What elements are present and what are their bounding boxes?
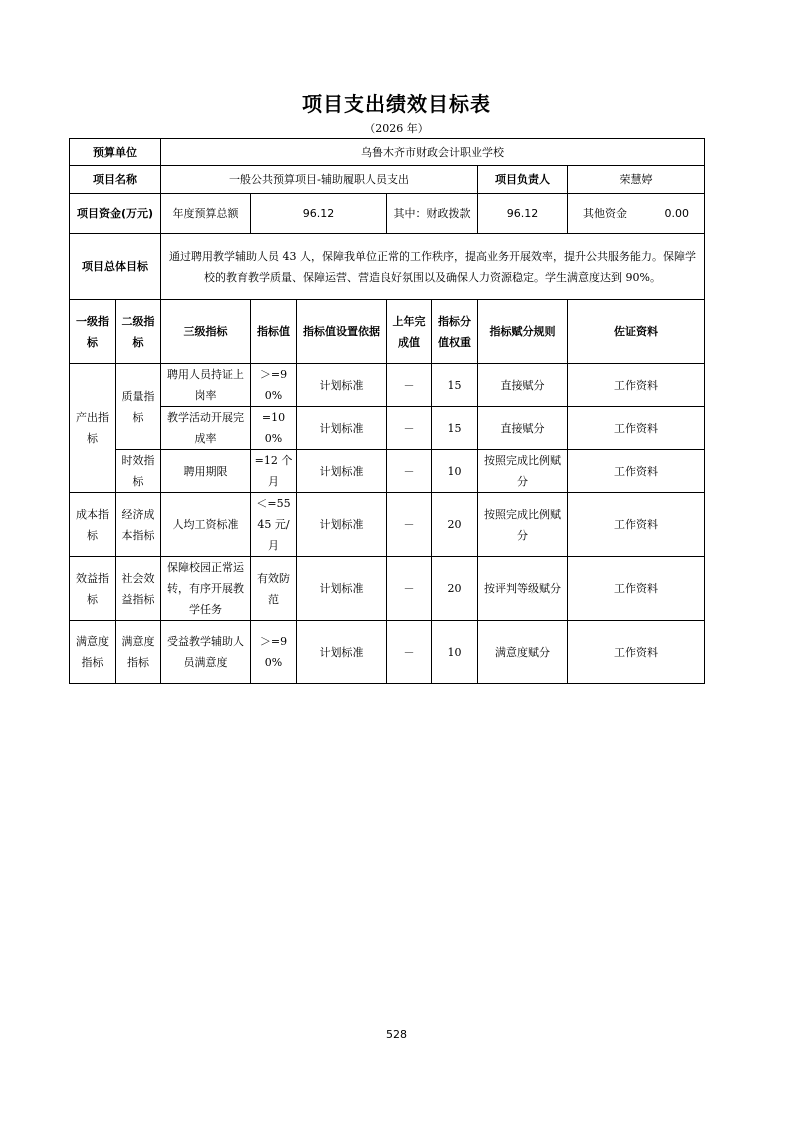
weight-cell: 20 <box>432 557 478 621</box>
funds-fiscal-label: 其中：财政拨款 <box>387 194 478 234</box>
level2-timeliness: 时效指标 <box>116 450 161 493</box>
funds-fiscal-value: 96.12 <box>478 194 568 234</box>
level1-cost: 成本指标 <box>70 493 116 557</box>
basis-cell: 计划标准 <box>297 493 387 557</box>
prev-cell: － <box>387 364 432 407</box>
performance-table <box>69 138 705 684</box>
project-owner-label: 项目负责人 <box>478 166 568 194</box>
header-level3: 三级指标 <box>161 300 251 364</box>
basis-cell: 计划标准 <box>297 557 387 621</box>
header-basis: 指标值设置依据 <box>297 300 387 364</box>
basis-cell: 计划标准 <box>297 407 387 450</box>
level3-cell: 保障校园正常运转，有序开展教学任务 <box>161 557 251 621</box>
budget-unit-row <box>70 139 705 166</box>
goal-text: 通过聘用教学辅助人员 43 人，保障我单位正常的工作秩序，提高业务开展效率，提升公共服务能力。保障学校的教育教学质量、保障运营、营造良好氛围以及确保人力资源稳定。学生满意度达到 90%。 <box>161 234 705 300</box>
value-cell: 有效防范 <box>251 557 297 621</box>
budget-unit-value: 乌鲁木齐市财政会计职业学校 <box>161 139 705 166</box>
document-title: 项目支出绩效目标表 <box>302 92 491 116</box>
weight-cell: 10 <box>432 621 478 684</box>
level2-economic-cost: 经济成本指标 <box>116 493 161 557</box>
evidence-cell: 工作资料 <box>568 621 705 684</box>
value-cell: =12 个月 <box>251 450 297 493</box>
project-funds-row <box>70 194 705 234</box>
level1-output: 产出指标 <box>70 364 116 493</box>
value-cell: ＜=5545 元/月 <box>251 493 297 557</box>
value-cell: ＞=90% <box>251 621 297 684</box>
document-year: （2026 年） <box>364 122 429 135</box>
level3-cell: 人均工资标准 <box>161 493 251 557</box>
evidence-cell: 工作资料 <box>568 364 705 407</box>
project-name-label: 项目名称 <box>70 166 161 194</box>
level3-cell: 受益教学辅助人员满意度 <box>161 621 251 684</box>
funds-total-label: 年度预算总额 <box>161 194 251 234</box>
weight-cell: 20 <box>432 493 478 557</box>
table-row <box>70 557 705 621</box>
funds-other-value: 0.00 <box>664 207 690 220</box>
level3-cell: 聘用人员持证上岗率 <box>161 364 251 407</box>
table-row <box>70 450 705 493</box>
header-level1: 一级指标 <box>70 300 116 364</box>
table-row <box>70 364 705 407</box>
header-rule: 指标赋分规则 <box>478 300 568 364</box>
funds-total-value: 96.12 <box>251 194 387 234</box>
page-number: 528 <box>386 1028 407 1041</box>
level1-satisfaction: 满意度指标 <box>70 621 116 684</box>
rule-cell: 按照完成比例赋分 <box>478 493 568 557</box>
rule-cell: 满意度赋分 <box>478 621 568 684</box>
funds-other-label <box>568 194 705 234</box>
rule-cell: 按照完成比例赋分 <box>478 450 568 493</box>
project-name-value: 一般公共预算项目-辅助履职人员支出 <box>161 166 478 194</box>
basis-cell: 计划标准 <box>297 621 387 684</box>
weight-cell: 15 <box>432 407 478 450</box>
prev-cell: － <box>387 621 432 684</box>
level3-cell: 教学活动开展完成率 <box>161 407 251 450</box>
prev-cell: － <box>387 557 432 621</box>
level3-cell: 聘用期限 <box>161 450 251 493</box>
evidence-cell: 工作资料 <box>568 557 705 621</box>
header-value: 指标值 <box>251 300 297 364</box>
weight-cell: 15 <box>432 364 478 407</box>
level2-social-benefit: 社会效益指标 <box>116 557 161 621</box>
evidence-cell: 工作资料 <box>568 450 705 493</box>
project-owner-value: 荣慧婷 <box>568 166 705 194</box>
funds-label: 项目资金(万元) <box>70 194 161 234</box>
goal-label: 项目总体目标 <box>70 234 161 300</box>
table-row <box>70 621 705 684</box>
table-row <box>70 407 705 450</box>
level2-quality: 质量指标 <box>116 364 161 450</box>
header-evidence: 佐证资料 <box>568 300 705 364</box>
rule-cell: 按评判等级赋分 <box>478 557 568 621</box>
prev-cell: － <box>387 493 432 557</box>
level1-benefit: 效益指标 <box>70 557 116 621</box>
prev-cell: － <box>387 407 432 450</box>
funds-other-label-text: 其他资金 <box>583 207 628 220</box>
basis-cell: 计划标准 <box>297 364 387 407</box>
basis-cell: 计划标准 <box>297 450 387 493</box>
weight-cell: 10 <box>432 450 478 493</box>
header-prev: 上年完成值 <box>387 300 432 364</box>
evidence-cell: 工作资料 <box>568 407 705 450</box>
rule-cell: 直接赋分 <box>478 407 568 450</box>
rule-cell: 直接赋分 <box>478 364 568 407</box>
project-name-row <box>70 166 705 194</box>
header-weight: 指标分值权重 <box>432 300 478 364</box>
level2-satisfaction: 满意度指标 <box>116 621 161 684</box>
prev-cell: － <box>387 450 432 493</box>
overall-goal-row <box>70 234 705 300</box>
value-cell: =100% <box>251 407 297 450</box>
indicator-header-row <box>70 300 705 364</box>
budget-unit-label: 预算单位 <box>70 139 161 166</box>
value-cell: ＞=90% <box>251 364 297 407</box>
header-level2: 二级指标 <box>116 300 161 364</box>
table-row <box>70 493 705 557</box>
evidence-cell: 工作资料 <box>568 493 705 557</box>
